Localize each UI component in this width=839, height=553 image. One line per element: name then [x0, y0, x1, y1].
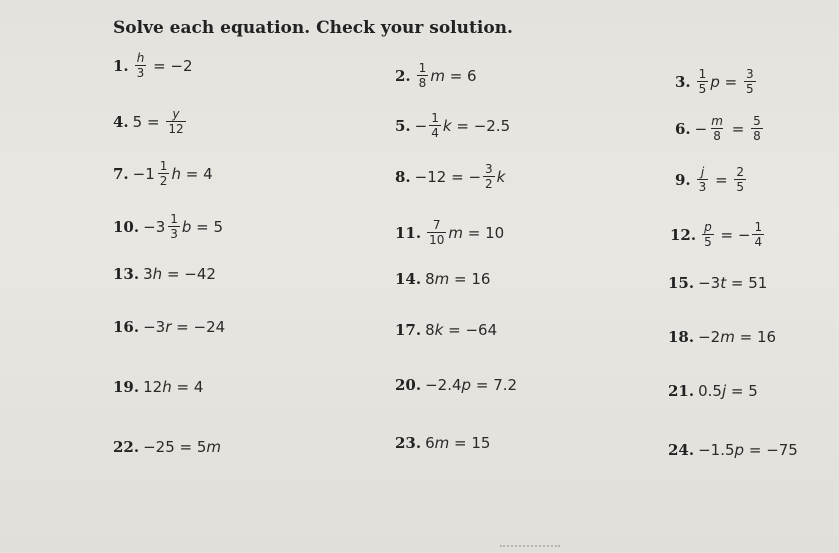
equation-right-side: [214, 218, 224, 236]
equals-sign: =: [174, 438, 197, 456]
problem-23: [395, 434, 490, 452]
equation-variable: t: [720, 274, 727, 292]
problem-number: 22.: [113, 438, 140, 456]
equation-variable: m: [434, 270, 450, 288]
fraction: [166, 108, 185, 135]
equation-left-side: [133, 113, 143, 131]
problem-number: 7.: [113, 164, 129, 183]
equation-term: 16: [756, 328, 777, 346]
equation-term: −42: [184, 265, 216, 283]
equals-sign: =: [449, 270, 472, 288]
equation-term: −12: [414, 167, 447, 186]
equals-sign: =: [191, 217, 214, 236]
equation-term: −1.5: [698, 441, 735, 459]
equation-term: 16: [471, 270, 491, 288]
equation-variable: m: [448, 223, 464, 242]
equation-term: 7.2: [493, 376, 518, 394]
problem-number: 8.: [395, 167, 411, 186]
equation-variable: j: [721, 382, 727, 400]
equation-left-side: [700, 221, 716, 248]
equation-term: 5: [213, 217, 224, 236]
equation-left-side: [143, 378, 172, 396]
problem-number: 20.: [395, 376, 422, 394]
fraction: [734, 166, 746, 193]
equation-variable: h: [162, 378, 172, 396]
problem-number: 24.: [668, 441, 695, 459]
fraction: [702, 221, 714, 248]
equation-term: 8: [425, 321, 435, 339]
equation-variable: m: [720, 328, 735, 346]
fraction-numerator: 3: [485, 162, 493, 176]
problem-number: 11.: [395, 223, 422, 242]
problem-number: 10.: [113, 217, 140, 236]
equation-term: −: [468, 167, 482, 186]
equation-right-side: [493, 376, 517, 394]
problem-22: [113, 438, 221, 456]
equation-left-side: [143, 438, 175, 456]
equation-right-side: [184, 265, 216, 283]
equation-term: 4: [203, 164, 213, 183]
mixed-whole: 1: [145, 164, 155, 183]
equals-sign: =: [463, 223, 486, 242]
problem-16: [113, 318, 225, 336]
problem-number: 5.: [395, 116, 411, 135]
fraction-numerator: 1: [431, 111, 439, 125]
equation-variable: k: [442, 116, 452, 135]
equation-variable: b: [181, 217, 192, 236]
fraction-numerator: 2: [736, 165, 745, 179]
equals-sign: =: [726, 119, 750, 138]
problem-13: [113, 265, 216, 283]
equation-left-side: [425, 376, 471, 394]
equation-right-side: [194, 378, 204, 396]
equation-term: −3: [698, 274, 721, 292]
equals-sign: =: [180, 164, 204, 183]
problem-12: [670, 221, 766, 248]
equals-sign: =: [446, 167, 469, 186]
equation-term: 3: [143, 265, 153, 283]
fraction-denominator: 3: [170, 227, 178, 241]
equation-right-side: [467, 67, 477, 85]
problem-6: [675, 115, 765, 142]
equals-sign: =: [734, 328, 757, 346]
equation-right-side: [757, 328, 776, 346]
fraction-numerator: j: [700, 165, 705, 179]
equals-sign: =: [471, 376, 494, 394]
problem-number: 15.: [668, 274, 695, 292]
problem-9: [675, 166, 748, 193]
fraction-denominator: 4: [431, 126, 439, 140]
fraction: [751, 115, 763, 142]
equation-term: 12: [143, 378, 163, 396]
equation-right-side: [465, 321, 497, 339]
equation-term: −: [737, 225, 751, 244]
equals-sign: =: [171, 378, 194, 396]
fraction-denominator: 5: [736, 180, 745, 194]
equation-term: 6: [467, 66, 477, 85]
problem-18: [668, 328, 776, 346]
problem-number: 16.: [113, 318, 140, 336]
equation-term: −: [132, 164, 146, 183]
equation-right-side: [766, 441, 798, 459]
equation-term: 8: [425, 270, 435, 288]
fraction-numerator: 7: [432, 218, 441, 232]
equals-sign: =: [142, 112, 165, 131]
equation-term: −25: [143, 438, 175, 456]
equation-term: 0.5: [698, 382, 722, 400]
problem-10: [113, 213, 223, 240]
equation-term: −24: [193, 318, 226, 336]
fraction: [168, 213, 180, 240]
fraction-denominator: 8: [418, 76, 427, 90]
fraction: [709, 115, 725, 142]
equation-term: −75: [766, 441, 798, 459]
equation-term: 51: [748, 274, 768, 292]
equation-term: −2: [698, 328, 721, 346]
fraction-numerator: 1: [418, 61, 427, 75]
equation-right-side: [471, 434, 490, 452]
problem-number: 6.: [675, 119, 691, 138]
problem-2: [395, 62, 477, 89]
problem-21: [668, 382, 758, 400]
equation-left-side: [425, 321, 443, 339]
problem-number: 23.: [395, 434, 422, 452]
equation-left-side: [698, 328, 735, 346]
problem-7: [113, 160, 213, 187]
fraction-numerator: 3: [745, 67, 754, 81]
equation-variable: p: [710, 72, 720, 91]
problem-number: 19.: [113, 378, 140, 396]
equation-right-side: [732, 166, 748, 193]
equation-variable: p: [461, 376, 472, 394]
problem-number: 1.: [113, 56, 129, 75]
problem-20: [395, 376, 517, 394]
fraction: [697, 166, 709, 193]
worksheet-title: Solve each equation. Check your solution.: [113, 18, 513, 38]
problem-11: [395, 219, 504, 246]
equals-sign: =: [726, 382, 749, 400]
equation-term: 5: [196, 438, 207, 456]
fraction-denominator: 12: [168, 122, 184, 136]
equals-sign: =: [444, 66, 468, 85]
equation-left-side: [133, 160, 181, 187]
fraction-denominator: 10: [429, 233, 445, 247]
equation-term: 15: [471, 434, 491, 452]
fraction: [135, 52, 147, 79]
fraction-numerator: 1: [159, 159, 168, 173]
equation-right-side: [468, 163, 505, 190]
fraction-denominator: 5: [704, 235, 712, 249]
equation-left-side: [415, 112, 452, 139]
equals-sign: =: [719, 72, 742, 91]
problem-number: 9.: [675, 170, 691, 189]
equals-sign: =: [449, 434, 472, 452]
equation-left-side: [425, 270, 449, 288]
fraction-numerator: 1: [754, 220, 763, 234]
equals-sign: =: [726, 274, 749, 292]
equation-term: −: [143, 217, 156, 236]
equation-term: 5: [748, 382, 758, 400]
equation-left-side: [698, 441, 744, 459]
problem-number: 3.: [675, 72, 691, 91]
mixed-whole: 3: [155, 217, 166, 236]
equation-variable: k: [434, 321, 444, 339]
equation-term: −: [414, 116, 428, 135]
equation-right-side: [742, 68, 758, 95]
equation-term: 10: [485, 223, 505, 242]
problem-5: [395, 112, 510, 139]
problem-15: [668, 274, 767, 292]
equation-term: −2.5: [473, 116, 511, 135]
equation-term: 4: [193, 378, 204, 396]
equation-term: −2: [170, 56, 193, 75]
equation-left-side: [695, 115, 727, 142]
equation-left-side: [698, 382, 726, 400]
fraction: [744, 68, 756, 95]
equation-term: 5: [132, 112, 143, 131]
problem-19: [113, 378, 203, 396]
equation-left-side: [425, 434, 449, 452]
equation-variable: m: [430, 66, 445, 85]
equation-term: 6: [425, 434, 435, 452]
fraction-denominator: 8: [713, 129, 721, 143]
equation-variable: h: [152, 265, 163, 283]
equation-variable: m: [206, 438, 222, 456]
problem-number: 14.: [395, 270, 422, 288]
equation-right-side: [474, 117, 510, 135]
problem-number: 12.: [670, 225, 697, 244]
problem-8: [395, 163, 505, 190]
equals-sign: =: [162, 265, 185, 283]
fraction: [429, 112, 441, 139]
mixed-number: [156, 213, 182, 240]
equation-left-side: [425, 219, 463, 246]
fraction-denominator: 4: [754, 235, 763, 249]
equals-sign: =: [171, 318, 194, 336]
equation-right-side: [485, 224, 504, 242]
equation-variable: m: [434, 434, 450, 452]
equation-variable: r: [165, 318, 172, 336]
equals-sign: =: [451, 116, 474, 135]
equation-left-side: [415, 62, 445, 89]
equation-left-side: [698, 274, 726, 292]
equals-sign: =: [710, 170, 733, 189]
equation-right-side: [748, 382, 758, 400]
equation-variable: h: [171, 164, 181, 183]
fraction-denominator: 8: [753, 129, 761, 143]
equals-sign: =: [744, 441, 767, 459]
problem-number: 2.: [395, 66, 411, 85]
fraction-numerator: m: [711, 114, 723, 128]
equation-left-side: [133, 52, 149, 79]
equation-left-side: [143, 265, 162, 283]
fraction-denominator: 2: [159, 174, 168, 188]
problem-number: 4.: [113, 112, 129, 131]
fraction: [752, 221, 764, 248]
fraction-numerator: 1: [698, 67, 707, 81]
fraction-denominator: 3: [698, 180, 707, 194]
equation-variable: p: [734, 441, 745, 459]
equation-right-side: [194, 318, 226, 336]
problem-4: [113, 108, 188, 135]
fraction-numerator: 1: [170, 212, 178, 226]
equation-left-side: [415, 168, 447, 186]
equation-term: −64: [465, 321, 498, 339]
equation-term: −: [694, 119, 708, 138]
fraction-denominator: 3: [136, 66, 145, 80]
equation-term: −2.4: [425, 376, 462, 394]
problem-3: [675, 68, 758, 95]
equation-right-side: [203, 165, 213, 183]
fraction-denominator: 5: [698, 82, 707, 96]
equation-left-side: [695, 166, 711, 193]
equation-right-side: [170, 57, 192, 75]
fraction-denominator: 5: [745, 82, 754, 96]
equation-left-side: [143, 213, 191, 240]
equation-left-side: [695, 68, 720, 95]
fraction: [697, 68, 709, 95]
problem-14: [395, 270, 490, 288]
problem-24: [668, 441, 798, 459]
equation-variable: k: [496, 167, 506, 186]
equation-left-side: [143, 318, 171, 336]
equation-right-side: [471, 270, 490, 288]
equation-right-side: [197, 438, 221, 456]
fraction-numerator: h: [136, 51, 145, 65]
fraction: [417, 62, 429, 89]
equation-right-side: [164, 108, 187, 135]
problem-17: [395, 321, 497, 339]
problem-number: 21.: [668, 382, 695, 400]
fraction: [483, 163, 495, 190]
problem-number: 18.: [668, 328, 695, 346]
problem-number: 13.: [113, 265, 140, 283]
equals-sign: =: [715, 225, 738, 244]
equation-term: −3: [143, 318, 166, 336]
equals-sign: =: [443, 321, 466, 339]
mixed-number: [145, 160, 171, 187]
equation-right-side: [749, 115, 765, 142]
fraction-denominator: 2: [485, 177, 493, 191]
fraction: [158, 160, 170, 187]
problem-number: 17.: [395, 321, 422, 339]
fraction-numerator: 5: [753, 114, 761, 128]
problem-1: [113, 52, 193, 79]
equation-right-side: [748, 274, 767, 292]
fraction-numerator: p: [704, 220, 712, 234]
equation-right-side: [738, 221, 766, 248]
equals-sign: =: [148, 56, 171, 75]
fraction: [427, 219, 446, 246]
fraction-numerator: y: [172, 107, 180, 121]
